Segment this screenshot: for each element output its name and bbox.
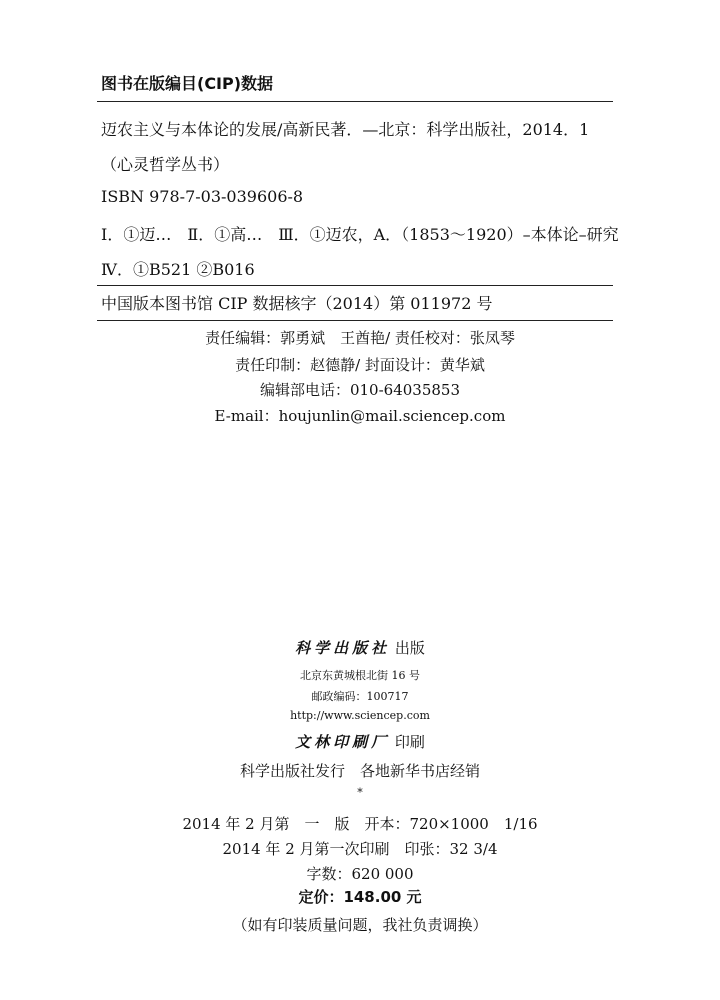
cip-verification-line: 中国版本图书馆 CIP 数据核字（2014）第 011972 号 [101, 294, 493, 313]
divider-middle [97, 285, 613, 286]
cip-subject-line: Ⅰ．①迈… Ⅱ．①高… Ⅲ．①迈农，A．（1853～1920）–本体论–研究 [101, 225, 619, 244]
distribution-line: 科学出版社发行 各地新华书店经销 [239, 762, 480, 780]
printer-role: 印刷 [394, 733, 425, 751]
publisher-address: 北京东黄城根北街 16 号 [300, 669, 420, 682]
publisher-postcode: 邮政编码：100717 [311, 690, 409, 703]
production-line: 责任印制：赵德静/ 封面设计：黄华斌 [235, 356, 485, 374]
publisher-url: http://www.sciencep.com [290, 709, 430, 722]
publisher-line [0, 637, 720, 658]
cip-heading: 图书在版编目(CIP)数据 [101, 74, 274, 93]
publisher-name-logo: 科学出版社 [295, 639, 391, 657]
cip-classification-line: Ⅳ．①B521 ②B016 [101, 260, 255, 279]
separator-asterisk: * [357, 786, 363, 799]
printer-line [0, 731, 720, 752]
publisher-role: 出版 [394, 639, 425, 657]
editors-line: 责任编辑：郭勇斌 王酋艳/ 责任校对：张凤琴 [205, 329, 515, 347]
cip-series-line: （心灵哲学丛书） [101, 155, 230, 174]
notice-line: （如有印装质量问题，我社负责调换） [232, 916, 488, 934]
divider-top [97, 101, 613, 102]
phone-line: 编辑部电话：010-64035853 [259, 381, 461, 399]
divider-bottom [97, 320, 613, 321]
word-count-line: 字数：620 000 [306, 865, 414, 883]
cip-title-line: 迈农主义与本体论的发展/高新民著．—北京：科学出版社，2014．1 [101, 120, 590, 139]
price-line: 定价：148.00 元 [298, 888, 422, 906]
email-line: E-mail：houjunlin@mail.sciencep.com [214, 407, 506, 425]
cip-isbn-line: ISBN 978-7-03-039606-8 [101, 187, 304, 206]
edition-line: 2014 年 2 月第 一 版 开本：720×1000 1/16 [182, 815, 538, 833]
printer-name-logo: 文林印刷厂 [295, 733, 391, 751]
printing-line: 2014 年 2 月第一次印刷 印张：32 3/4 [222, 840, 498, 858]
